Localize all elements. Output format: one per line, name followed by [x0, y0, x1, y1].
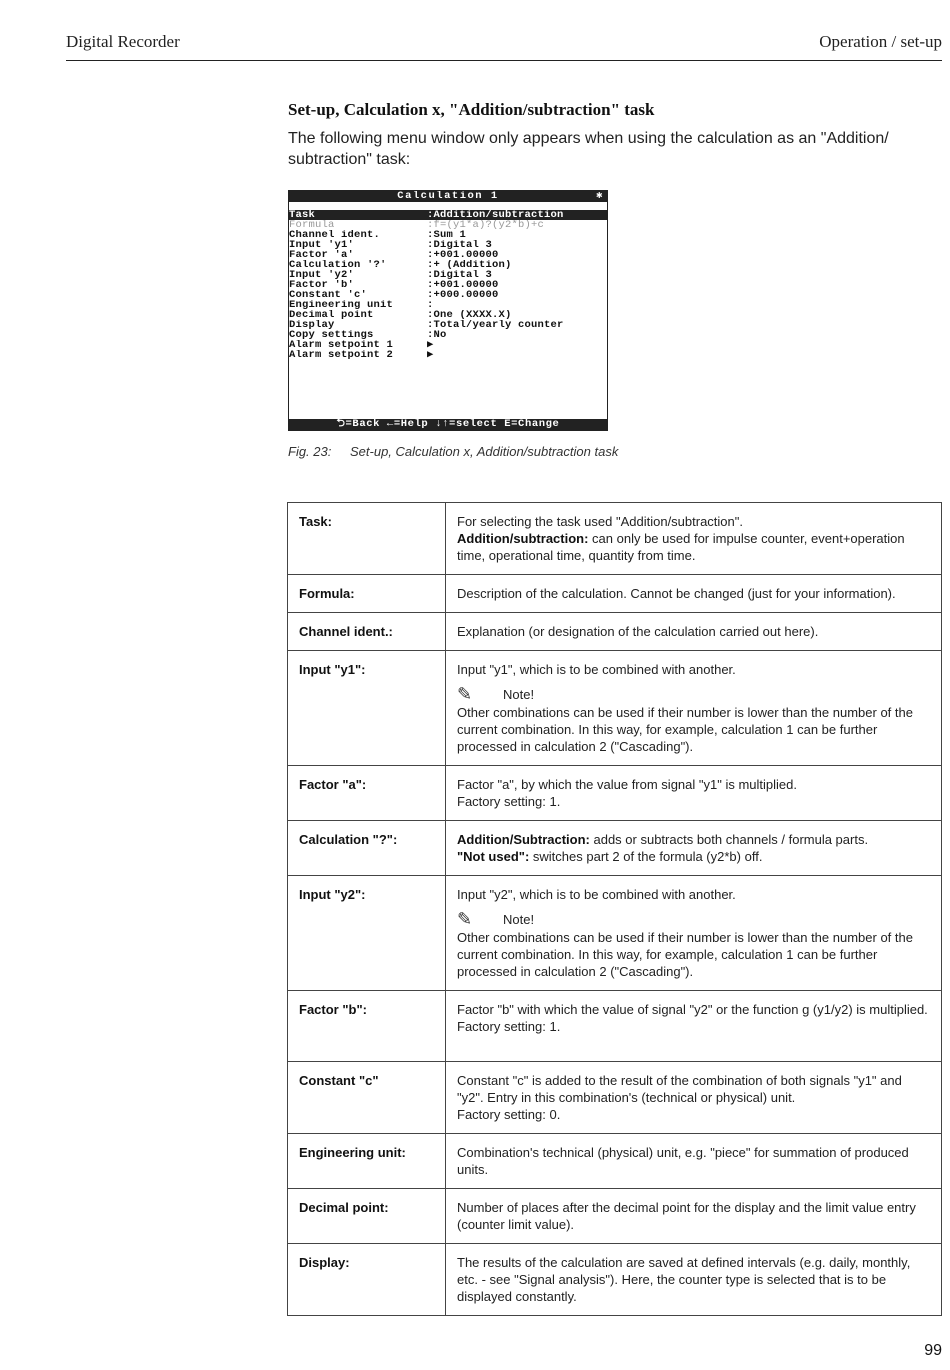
header-section-title: Operation / set-up	[819, 32, 942, 51]
bold-term: "Not used":	[457, 849, 530, 864]
note-label: Note!	[503, 911, 535, 927]
parameter-table	[287, 502, 942, 1316]
param-description: The results of the calculation are saved at defined intervals (e.g. daily, monthly, etc. - see "Signal analysis"). Here, the counter type is selected that is to be displayed constantly.	[446, 1244, 942, 1316]
note-label: Note!	[503, 686, 535, 702]
bold-term: Addition/subtraction:	[457, 531, 589, 546]
menu-label: Copy settings	[289, 330, 374, 340]
description-line	[457, 530, 931, 564]
param-description	[446, 766, 942, 821]
menu-row-channel-ident[interactable]	[289, 230, 607, 240]
menu-label: Input 'y1'	[289, 240, 355, 250]
param-name: Formula:	[288, 575, 446, 613]
param-description: Description of the calculation. Cannot be changed (just for your information).	[446, 575, 942, 613]
pencil-note-icon: ✎	[457, 909, 473, 929]
menu-label: Channel ident.	[289, 230, 381, 240]
param-description	[446, 821, 942, 876]
menu-value: :Digital 3	[427, 270, 493, 280]
description-line: Factor "a", by which the value from signal "y1" is multiplied.	[457, 777, 797, 792]
table-row	[288, 821, 942, 876]
description-line	[457, 848, 931, 865]
menu-label: Input 'y2'	[289, 270, 355, 280]
menu-value: :No	[427, 330, 447, 340]
menu-row-engineering-unit[interactable]	[289, 300, 607, 310]
param-description: Explanation (or designation of the calculation carried out here).	[446, 613, 942, 651]
description-text: adds or subtracts both channels / formula parts.	[589, 832, 869, 847]
menu-row-alarm-setpoint-2[interactable]	[289, 350, 607, 360]
menu-row-input-y2[interactable]	[289, 270, 607, 280]
section-title: Set-up, Calculation x, "Addition/subtraction" task	[288, 100, 655, 119]
menu-row-constant-c[interactable]	[289, 290, 607, 300]
param-name: Factor "b":	[288, 991, 446, 1062]
menu-value: :One (XXXX.X)	[427, 310, 512, 320]
menu-label: Engineering unit	[289, 300, 394, 310]
menu-value: :+ (Addition)	[427, 260, 512, 270]
play-arrow-icon: ▶	[427, 340, 434, 350]
bold-term: Addition/Subtraction:	[457, 832, 590, 847]
param-name: Calculation "?":	[288, 821, 446, 876]
figure-caption-text: Set-up, Calculation x, Addition/subtraction task	[350, 444, 619, 459]
menu-label: Decimal point	[289, 310, 374, 320]
description-line	[457, 831, 931, 848]
table-row	[288, 1134, 942, 1189]
menu-row-copy-settings[interactable]	[289, 330, 607, 340]
figure-number: Fig. 23:	[288, 444, 332, 459]
menu-value: :f=(y1*a)?(y2*b)+c	[427, 220, 545, 230]
menu-row-task[interactable]	[289, 210, 607, 220]
header-rule	[66, 60, 942, 61]
table-row	[288, 766, 942, 821]
param-name: Task:	[288, 503, 446, 575]
table-row	[288, 613, 942, 651]
param-name: Decimal point:	[288, 1189, 446, 1244]
description-line: Factory setting: 1.	[457, 794, 561, 809]
description-line: For selecting the task used "Addition/subtraction".	[457, 514, 743, 529]
menu-row-decimal-point[interactable]	[289, 310, 607, 320]
menu-row-input-y1[interactable]	[289, 240, 607, 250]
param-description: Number of places after the decimal point for the display and the limit value entry (counter limit value).	[446, 1189, 942, 1244]
param-description: Combination's technical (physical) unit, e.g. "piece" for summation of produced units.	[446, 1134, 942, 1189]
table-row	[288, 1062, 942, 1134]
menu-row-calculation[interactable]	[289, 260, 607, 270]
screen-title-bar	[289, 191, 607, 202]
intro-paragraph: The following menu window only appears when using the calculation as an "Addition/ subtraction" task:	[288, 130, 889, 168]
description-line: Constant "c" is added to the result of the combination of both signals "y1" and "y2". Entry in this combination's (technical or physical) unit.	[457, 1073, 902, 1105]
note-text: Other combinations can be used if their number is lower than the number of the current combination. In this way, for example, calculation 1 can be further processed in calculation 2 ("Cascading").	[457, 930, 913, 979]
pencil-note-icon: ✎	[457, 684, 473, 704]
asterisk-icon: ✱	[596, 190, 604, 202]
description-text: switches part 2 of the formula (y2*b) off.	[529, 849, 763, 864]
param-name: Engineering unit:	[288, 1134, 446, 1189]
param-name: Input "y2":	[288, 876, 446, 991]
device-screen	[288, 190, 608, 431]
description-line: Factory setting: 0.	[457, 1107, 561, 1122]
figure-caption	[288, 444, 618, 459]
screen-title: Calculation 1	[397, 190, 499, 202]
table-row	[288, 1244, 942, 1316]
menu-label: Factor 'a'	[289, 250, 355, 260]
menu-value: :Digital 3	[427, 240, 493, 250]
table-row	[288, 503, 942, 575]
param-name: Constant "c"	[288, 1062, 446, 1134]
menu-row-factor-a[interactable]	[289, 250, 607, 260]
menu-value: :+000.00000	[427, 290, 499, 300]
screen-menu	[289, 210, 607, 360]
screen-key-legend: ⮌=Back ←=Help ↓↑=select E=Change	[289, 419, 607, 430]
description-line: Input "y1", which is to be combined with another.	[457, 662, 736, 677]
param-description	[446, 1062, 942, 1134]
param-name: Input "y1":	[288, 651, 446, 766]
page-number: 99	[924, 1342, 942, 1359]
description-line: Input "y2", which is to be combined with another.	[457, 887, 736, 902]
note-header	[457, 909, 931, 929]
play-arrow-icon: ▶	[427, 350, 434, 360]
header-doc-title: Digital Recorder	[66, 32, 180, 51]
menu-label: Factor 'b'	[289, 280, 355, 290]
param-description	[446, 651, 942, 766]
menu-value: :+001.00000	[427, 280, 499, 290]
table-row	[288, 1189, 942, 1244]
menu-value: :Addition/subtraction	[427, 210, 564, 220]
description-line: Factory setting: 1.	[457, 1019, 561, 1034]
param-description	[446, 876, 942, 991]
menu-label: Formula	[289, 220, 335, 230]
table-row	[288, 991, 942, 1062]
menu-label: Display	[289, 320, 335, 330]
param-description	[446, 991, 942, 1062]
param-description	[446, 503, 942, 575]
note-header	[457, 684, 931, 704]
table-row	[288, 651, 942, 766]
note-text: Other combinations can be used if their number is lower than the number of the current combination. In this way, for example, calculation 1 can be further processed in calculation 2 ("Cascading").	[457, 705, 913, 754]
menu-value: :+001.00000	[427, 250, 499, 260]
menu-row-factor-b[interactable]	[289, 280, 607, 290]
table-row	[288, 876, 942, 991]
table-row	[288, 575, 942, 613]
param-name: Channel ident.:	[288, 613, 446, 651]
menu-label: Alarm setpoint 2	[289, 350, 394, 360]
menu-value: :	[427, 300, 434, 310]
menu-label: Calculation '?'	[289, 260, 387, 270]
menu-row-formula	[289, 220, 607, 230]
description-line: Factor "b" with which the value of signal "y2" or the function g (y1/y2) is multiplied.	[457, 1002, 928, 1017]
menu-row-display[interactable]	[289, 320, 607, 330]
param-name: Factor "a":	[288, 766, 446, 821]
menu-label: Task	[289, 210, 316, 220]
menu-label: Constant 'c'	[289, 290, 368, 300]
menu-value: :Sum 1	[427, 230, 467, 240]
menu-label: Alarm setpoint 1	[289, 340, 394, 350]
menu-row-alarm-setpoint-1[interactable]	[289, 340, 607, 350]
menu-value: :Total/yearly counter	[427, 320, 564, 330]
param-name: Display:	[288, 1244, 446, 1316]
description-text: can only be used for impulse counter, event+operation time, operational time, quantity from time.	[457, 531, 905, 563]
